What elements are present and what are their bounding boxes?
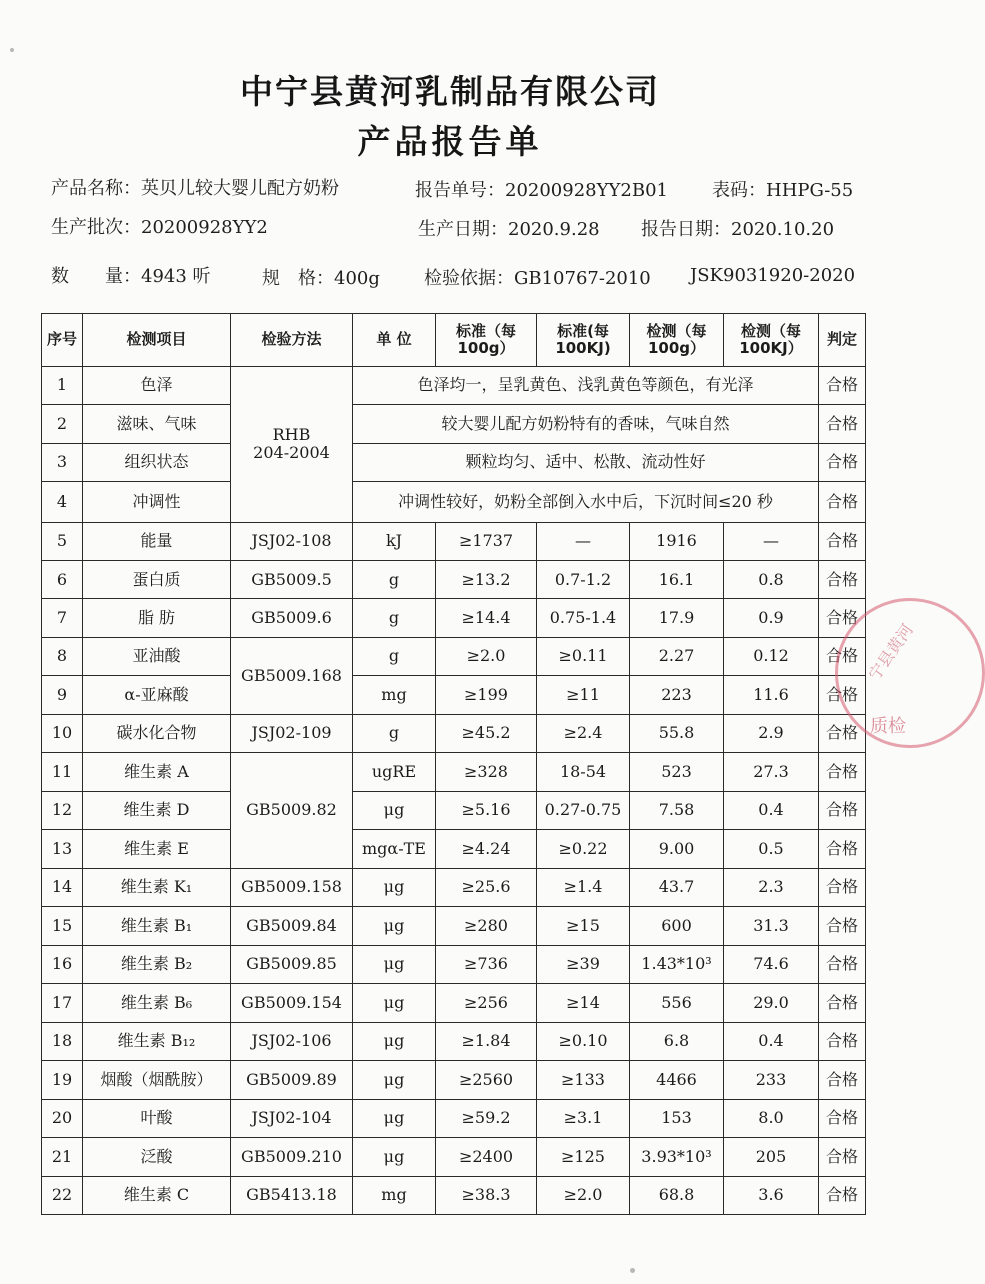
cell-std-100g: ≥280 — [436, 907, 537, 945]
cell-std-100kj: ≥0.22 — [537, 830, 630, 868]
cell-std-100g: ≥25.6 — [436, 868, 537, 906]
table-row — [42, 1061, 866, 1099]
header-unit: 单 位 — [353, 314, 436, 367]
cell-std-100kj: ≥14 — [537, 984, 630, 1022]
product-name-value: 英贝儿较大婴儿配方奶粉 — [141, 178, 339, 199]
table-row — [42, 984, 866, 1022]
specification-value: 400g — [334, 268, 380, 289]
cell-no: 3 — [42, 443, 83, 481]
cell-test-100kj: 0.4 — [724, 791, 819, 829]
header-item: 检测项目 — [83, 314, 231, 367]
cell-std-100g: ≥38.3 — [436, 1176, 537, 1215]
table-row — [42, 1138, 866, 1176]
product-name — [51, 174, 339, 200]
table-row — [42, 522, 866, 560]
cell-test-100kj: 0.8 — [724, 561, 819, 599]
cell-item: 泛酸 — [83, 1138, 231, 1176]
production-date-label: 生产日期： — [418, 219, 508, 240]
cell-verdict: 合格 — [819, 868, 866, 906]
cell-test-100g: 55.8 — [630, 714, 724, 752]
cell-std-100kj: ≥2.4 — [537, 714, 630, 752]
cell-no: 13 — [42, 830, 83, 868]
cell-method: JSJ02-106 — [231, 1022, 353, 1060]
cell-verdict: 合格 — [819, 405, 866, 443]
cell-item: 维生素 E — [83, 830, 231, 868]
cell-verdict: 合格 — [819, 482, 866, 522]
header-verdict: 判定 — [819, 314, 866, 367]
cell-no: 14 — [42, 868, 83, 906]
cell-std-100g: ≥13.2 — [436, 561, 537, 599]
stamp-bottom-text: 质检 — [870, 716, 906, 737]
cell-item: 冲调性 — [83, 482, 231, 522]
cell-no: 6 — [42, 561, 83, 599]
cell-verdict: 合格 — [819, 443, 866, 481]
cell-test-100g: 523 — [630, 753, 724, 791]
cell-test-100g: 17.9 — [630, 599, 724, 637]
cell-test-100g: 1916 — [630, 522, 724, 560]
cell-std-100g: ≥2560 — [436, 1061, 537, 1099]
cell-unit: μg — [353, 1138, 436, 1176]
cell-test-100g: 68.8 — [630, 1176, 724, 1215]
table-row — [42, 753, 866, 791]
cell-item: 碳水化合物 — [83, 714, 231, 752]
cell-test-100g: 4466 — [630, 1061, 724, 1099]
cell-verdict: 合格 — [819, 830, 866, 868]
cell-method: GB5009.158 — [231, 868, 353, 906]
table-header-row — [42, 314, 866, 367]
report-number-value: 20200928YY2B01 — [505, 180, 668, 201]
cell-test-100kj: 0.4 — [724, 1022, 819, 1060]
cell-verdict: 合格 — [819, 1138, 866, 1176]
table-row — [42, 907, 866, 945]
cell-item: 滋味、气味 — [83, 405, 231, 443]
header-test-100g: 检测（每100g） — [630, 314, 724, 367]
cell-description: 颗粒均匀、适中、松散、流动性好 — [353, 443, 819, 481]
cell-verdict: 合格 — [819, 1099, 866, 1137]
cell-std-100g: ≥59.2 — [436, 1099, 537, 1137]
cell-item: 维生素 B₁ — [83, 907, 231, 945]
cell-verdict: 合格 — [819, 1022, 866, 1060]
cell-no: 19 — [42, 1061, 83, 1099]
cell-test-100g: 2.27 — [630, 637, 724, 675]
report-date — [641, 215, 834, 241]
cell-no: 5 — [42, 522, 83, 560]
cell-verdict: 合格 — [819, 791, 866, 829]
cell-test-100g: 1.43*10³ — [630, 945, 724, 983]
cell-std-100kj: ≥2.0 — [537, 1176, 630, 1215]
header-no: 序号 — [42, 314, 83, 367]
cell-unit: g — [353, 561, 436, 599]
cell-test-100g: 3.93*10³ — [630, 1138, 724, 1176]
cell-std-100kj: ≥11 — [537, 676, 630, 714]
product-name-label: 产品名称： — [51, 178, 141, 199]
cell-test-100g: 9.00 — [630, 830, 724, 868]
table-row — [42, 599, 866, 637]
company-name: 中宁县黄河乳制品有限公司 — [240, 72, 660, 111]
cell-verdict: 合格 — [819, 753, 866, 791]
cell-no: 16 — [42, 945, 83, 983]
report-date-label: 报告日期： — [641, 219, 731, 240]
cell-test-100g: 43.7 — [630, 868, 724, 906]
cell-test-100kj: 233 — [724, 1061, 819, 1099]
cell-method: GB5009.85 — [231, 945, 353, 983]
cell-method: GB5009.210 — [231, 1138, 353, 1176]
document-title: 产品报告单 — [357, 122, 543, 161]
cell-unit: μg — [353, 1061, 436, 1099]
cell-std-100kj: 0.75-1.4 — [537, 599, 630, 637]
header-std-100g: 标准（每100g） — [436, 314, 537, 367]
cell-verdict: 合格 — [819, 1176, 866, 1215]
cell-verdict: 合格 — [819, 637, 866, 675]
cell-std-100kj: ≥125 — [537, 1138, 630, 1176]
cell-item: 维生素 C — [83, 1176, 231, 1215]
cell-test-100kj: 11.6 — [724, 676, 819, 714]
cell-test-100kj: — — [724, 522, 819, 560]
cell-verdict: 合格 — [819, 676, 866, 714]
cell-unit: μg — [353, 1099, 436, 1137]
cell-method: JSJ02-109 — [231, 714, 353, 752]
cell-item: 蛋白质 — [83, 561, 231, 599]
cell-std-100g: ≥45.2 — [436, 714, 537, 752]
cell-unit: mg — [353, 1176, 436, 1215]
cell-test-100g: 556 — [630, 984, 724, 1022]
specification-label: 规 格： — [262, 268, 334, 289]
cell-item: 维生素 B₂ — [83, 945, 231, 983]
cell-item: α-亚麻酸 — [83, 676, 231, 714]
production-date — [418, 215, 600, 241]
form-code — [712, 176, 853, 202]
cell-verdict: 合格 — [819, 984, 866, 1022]
cell-item: 维生素 K₁ — [83, 868, 231, 906]
scan-speck — [10, 48, 14, 52]
cell-no: 11 — [42, 753, 83, 791]
table-row — [42, 1022, 866, 1060]
cell-no: 17 — [42, 984, 83, 1022]
cell-std-100g: ≥2400 — [436, 1138, 537, 1176]
cell-item: 叶酸 — [83, 1099, 231, 1137]
cell-test-100g: 7.58 — [630, 791, 724, 829]
cell-unit: kJ — [353, 522, 436, 560]
cell-std-100g: ≥4.24 — [436, 830, 537, 868]
cell-unit: ugRE — [353, 753, 436, 791]
batch-value: 20200928YY2 — [141, 217, 268, 238]
cell-item: 维生素 A — [83, 753, 231, 791]
cell-no: 7 — [42, 599, 83, 637]
cell-no: 10 — [42, 714, 83, 752]
cell-verdict: 合格 — [819, 714, 866, 752]
cell-description: 冲调性较好，奶粉全部倒入水中后，下沉时间≤20 秒 — [353, 482, 819, 522]
cell-method-sensory: RHB 204-2004 — [231, 366, 353, 522]
table-row — [42, 482, 866, 522]
table-row — [42, 1099, 866, 1137]
cell-description: 较大婴儿配方奶粉特有的香味，气味自然 — [353, 405, 819, 443]
table-row — [42, 561, 866, 599]
cell-unit: μg — [353, 907, 436, 945]
cell-unit: g — [353, 714, 436, 752]
table-row — [42, 945, 866, 983]
cell-std-100kj: ≥3.1 — [537, 1099, 630, 1137]
cell-method: GB5009.154 — [231, 984, 353, 1022]
cell-std-100g: ≥2.0 — [436, 637, 537, 675]
cell-method: GB5413.18 — [231, 1176, 353, 1215]
header-std-100kj: 标准(每100KJ) — [537, 314, 630, 367]
table-row — [42, 868, 866, 906]
cell-test-100kj: 205 — [724, 1138, 819, 1176]
specification — [262, 264, 380, 290]
header-method: 检验方法 — [231, 314, 353, 367]
report-table — [41, 313, 866, 1215]
cell-no: 20 — [42, 1099, 83, 1137]
cell-unit: μg — [353, 945, 436, 983]
quantity-value: 4943 听 — [141, 266, 211, 287]
cell-verdict: 合格 — [819, 945, 866, 983]
production-date-value: 2020.9.28 — [508, 219, 600, 240]
cell-method: GB5009.82 — [231, 753, 353, 868]
cell-test-100kj: 31.3 — [724, 907, 819, 945]
report-number — [415, 176, 668, 202]
table-row — [42, 791, 866, 829]
cell-std-100g: ≥736 — [436, 945, 537, 983]
cell-no: 22 — [42, 1176, 83, 1215]
cell-test-100g: 153 — [630, 1099, 724, 1137]
cell-item: 组织状态 — [83, 443, 231, 481]
cell-std-100kj: 0.27-0.75 — [537, 791, 630, 829]
quantity-label: 数 量： — [51, 266, 141, 287]
batch-label: 生产批次： — [51, 217, 141, 238]
report-number-label: 报告单号： — [415, 180, 505, 201]
cell-no: 8 — [42, 637, 83, 675]
report-date-value: 2020.10.20 — [731, 219, 835, 240]
cell-test-100kj: 3.6 — [724, 1176, 819, 1215]
stamp-arc-text: 宁县黄河 — [864, 620, 917, 684]
cell-verdict: 合格 — [819, 366, 866, 404]
cell-test-100kj: 29.0 — [724, 984, 819, 1022]
table-row — [42, 714, 866, 752]
cell-method: GB5009.89 — [231, 1061, 353, 1099]
cell-test-100kj: 27.3 — [724, 753, 819, 791]
cell-item: 维生素 D — [83, 791, 231, 829]
cell-no: 15 — [42, 907, 83, 945]
cell-unit: g — [353, 599, 436, 637]
header-test-100kj: 检测（每100KJ） — [724, 314, 819, 367]
cell-std-100kj: ≥0.10 — [537, 1022, 630, 1060]
cell-method: GB5009.6 — [231, 599, 353, 637]
cell-item: 能量 — [83, 522, 231, 560]
cell-std-100kj: ≥39 — [537, 945, 630, 983]
cell-test-100g: 6.8 — [630, 1022, 724, 1060]
cell-item: 色泽 — [83, 366, 231, 404]
batch — [51, 213, 268, 239]
inspection-basis-value: GB10767-2010 — [514, 268, 651, 289]
cell-verdict: 合格 — [819, 599, 866, 637]
cell-unit: μg — [353, 868, 436, 906]
cell-no: 1 — [42, 366, 83, 404]
cell-item: 亚油酸 — [83, 637, 231, 675]
cell-unit: mgα-TE — [353, 830, 436, 868]
cell-test-100g: 16.1 — [630, 561, 724, 599]
form-code-label: 表码： — [712, 180, 766, 201]
cell-verdict: 合格 — [819, 907, 866, 945]
cell-unit: μg — [353, 1022, 436, 1060]
cell-std-100g: ≥328 — [436, 753, 537, 791]
cell-test-100kj: 2.9 — [724, 714, 819, 752]
table-row — [42, 405, 866, 443]
cell-unit: g — [353, 637, 436, 675]
cell-test-100g: 223 — [630, 676, 724, 714]
cell-no: 12 — [42, 791, 83, 829]
cell-std-100kj: 0.7-1.2 — [537, 561, 630, 599]
cell-std-100g: ≥5.16 — [436, 791, 537, 829]
cell-no: 4 — [42, 482, 83, 522]
cell-std-100kj: ≥0.11 — [537, 637, 630, 675]
cell-item: 烟酸（烟酰胺） — [83, 1061, 231, 1099]
cell-std-100g: ≥1.84 — [436, 1022, 537, 1060]
inspection-basis — [424, 264, 651, 290]
cell-item: 脂 肪 — [83, 599, 231, 637]
cell-method: JSJ02-104 — [231, 1099, 353, 1137]
cell-test-100kj: 74.6 — [724, 945, 819, 983]
table-row — [42, 676, 866, 714]
cell-test-100kj: 2.3 — [724, 868, 819, 906]
cell-item: 维生素 B₆ — [83, 984, 231, 1022]
table-row — [42, 366, 866, 404]
cell-test-100kj: 8.0 — [724, 1099, 819, 1137]
cell-test-100kj: 0.12 — [724, 637, 819, 675]
cell-test-100g: 600 — [630, 907, 724, 945]
table-row — [42, 830, 866, 868]
cell-std-100kj: ≥133 — [537, 1061, 630, 1099]
scan-speck — [630, 1268, 635, 1273]
quantity — [51, 262, 211, 288]
cell-method: GB5009.168 — [231, 637, 353, 714]
cell-std-100kj: ≥1.4 — [537, 868, 630, 906]
cell-verdict: 合格 — [819, 561, 866, 599]
cell-no: 9 — [42, 676, 83, 714]
cell-unit: μg — [353, 791, 436, 829]
cell-description: 色泽均一，呈乳黄色、浅乳黄色等颜色，有光泽 — [353, 366, 819, 404]
cell-item: 维生素 B₁₂ — [83, 1022, 231, 1060]
cell-no: 21 — [42, 1138, 83, 1176]
cell-std-100kj: 18-54 — [537, 753, 630, 791]
table-row — [42, 1176, 866, 1215]
table-row — [42, 443, 866, 481]
cell-verdict: 合格 — [819, 1061, 866, 1099]
cell-test-100kj: 0.9 — [724, 599, 819, 637]
cell-std-100kj: ≥15 — [537, 907, 630, 945]
cell-std-100kj: — — [537, 522, 630, 560]
cell-std-100g: ≥256 — [436, 984, 537, 1022]
cell-no: 2 — [42, 405, 83, 443]
cell-unit: μg — [353, 984, 436, 1022]
form-code-value: HHPG-55 — [766, 180, 854, 201]
inspection-basis-2: JSK9031920-2020 — [690, 265, 856, 286]
cell-method: GB5009.5 — [231, 561, 353, 599]
cell-std-100g: ≥1737 — [436, 522, 537, 560]
cell-verdict: 合格 — [819, 522, 866, 560]
inspection-basis-label: 检验依据： — [424, 268, 514, 289]
cell-unit: mg — [353, 676, 436, 714]
cell-method: JSJ02-108 — [231, 522, 353, 560]
cell-method: GB5009.84 — [231, 907, 353, 945]
table-row — [42, 637, 866, 675]
cell-std-100g: ≥14.4 — [436, 599, 537, 637]
cell-test-100kj: 0.5 — [724, 830, 819, 868]
cell-std-100g: ≥199 — [436, 676, 537, 714]
cell-no: 18 — [42, 1022, 83, 1060]
